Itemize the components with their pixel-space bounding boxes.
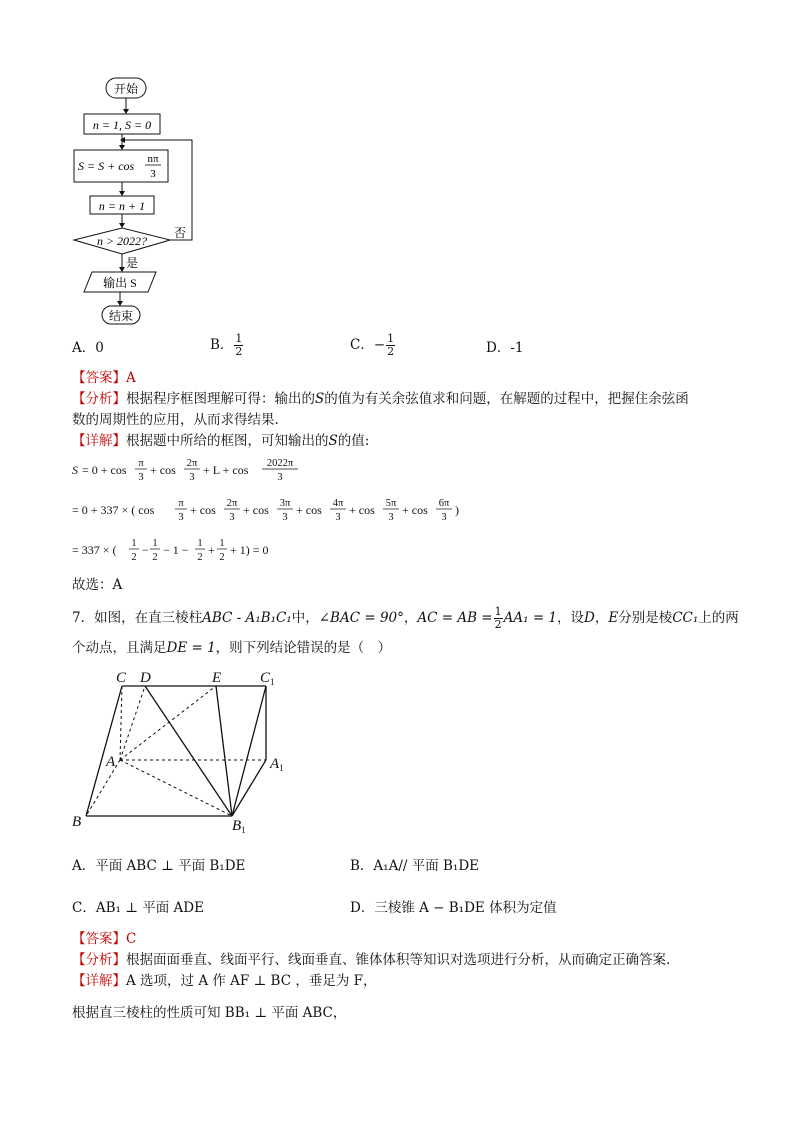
svg-text:6π: 6π bbox=[438, 498, 450, 509]
svg-text:5π: 5π bbox=[385, 498, 397, 509]
svg-text:= 0 + 337 × ( cos: = 0 + 337 × ( cos bbox=[72, 503, 155, 517]
prism-figure bbox=[70, 664, 300, 834]
svg-text:+ cos: + cos bbox=[349, 503, 375, 517]
option-text: -1 bbox=[510, 340, 524, 356]
flow-output-text: 输出 S bbox=[103, 276, 137, 290]
label-a: A bbox=[106, 754, 116, 770]
label-d: D bbox=[140, 670, 151, 686]
svg-text:2π: 2π bbox=[186, 458, 198, 469]
svg-text:3: 3 bbox=[282, 512, 288, 523]
flow-init-text: n = 1, S = 0 bbox=[92, 118, 152, 132]
label-c1: $C_1$ bbox=[260, 670, 275, 687]
q6-option-c[interactable] bbox=[350, 333, 396, 358]
svg-text:2: 2 bbox=[219, 552, 225, 563]
q6-option-b[interactable] bbox=[210, 333, 244, 358]
flow-start-text: 开始 bbox=[113, 82, 139, 96]
q6-detail-line1: 【详解】根据题中所给的框图，可知输出的S的值: bbox=[72, 433, 370, 449]
q7-stem-line1: 7．如图，在直三棱柱ABC - A₁B₁C₁中，∠BAC = 90°，AC = AB = $\frac{1}{2}$ AA₁ = 1，设D，E分别是棱CC₁上的两 bbox=[72, 605, 739, 631]
option-letter: B． bbox=[210, 337, 234, 353]
svg-text:+ cos: + cos bbox=[190, 503, 216, 517]
svg-text:3: 3 bbox=[277, 472, 283, 483]
label-e: E bbox=[212, 670, 222, 686]
q6-equations bbox=[72, 452, 512, 564]
svg-text:1: 1 bbox=[197, 538, 203, 549]
option-letter: A． bbox=[72, 340, 96, 356]
q7-detail-line2: 根据直三棱柱的性质可知 BB₁ ⊥ 平面 ABC， bbox=[72, 1005, 347, 1021]
option-text: 0 bbox=[95, 340, 104, 356]
option-letter: D． bbox=[486, 340, 511, 356]
svg-text:3: 3 bbox=[138, 472, 144, 483]
svg-text:2022π: 2022π bbox=[266, 458, 294, 469]
svg-text:3π: 3π bbox=[279, 498, 291, 509]
flow-yes-label: 是 bbox=[126, 256, 139, 270]
svg-text:π: π bbox=[178, 498, 184, 509]
q7-answer: 【答案】C bbox=[72, 931, 137, 947]
svg-text:1: 1 bbox=[219, 538, 225, 549]
label-a1: $A_1$ bbox=[270, 756, 284, 773]
svg-text:2π: 2π bbox=[226, 498, 238, 509]
svg-text:1: 1 bbox=[152, 538, 158, 549]
svg-text:+ cos: + cos bbox=[296, 503, 322, 517]
svg-text:3: 3 bbox=[189, 472, 195, 483]
option-letter: C． bbox=[350, 337, 374, 353]
svg-text:3: 3 bbox=[388, 512, 394, 523]
fraction: $\frac{1}{2}$ bbox=[387, 332, 395, 358]
flow-cond-text: n > 2022? bbox=[96, 234, 148, 248]
q7-option-a[interactable]: A．平面 ABC ⊥ 平面 B₁DE bbox=[72, 858, 246, 874]
svg-text:+ L + cos: + L + cos bbox=[203, 463, 249, 477]
svg-text:−: − bbox=[142, 543, 149, 557]
flowchart bbox=[60, 72, 230, 332]
label-b: B bbox=[72, 814, 82, 830]
label-c: C bbox=[116, 670, 127, 686]
q6-choose: 故选：A bbox=[72, 577, 123, 593]
svg-text:+ 1) = 0: + 1) = 0 bbox=[230, 543, 269, 557]
q6-option-a[interactable] bbox=[72, 338, 104, 358]
flow-step1-left: S = S + cos bbox=[78, 159, 135, 173]
svg-text:− 1 −: − 1 − bbox=[163, 543, 189, 557]
svg-text:= 0 + cos: = 0 + cos bbox=[82, 463, 127, 477]
flow-step1-den: 3 bbox=[150, 168, 156, 180]
svg-text:+ cos: + cos bbox=[402, 503, 428, 517]
svg-text:= 337 × (: = 337 × ( bbox=[72, 543, 117, 557]
q7-stem-line2: 个动点，且满足DE = 1，则下列结论错误的是（ ） bbox=[72, 640, 392, 656]
svg-text:+ cos: + cos bbox=[243, 503, 269, 517]
sign: − bbox=[373, 337, 386, 353]
svg-text:π: π bbox=[138, 458, 144, 469]
q6-option-d[interactable] bbox=[486, 338, 523, 358]
label-b1: $B_1$ bbox=[232, 818, 246, 834]
q7-option-c[interactable]: C．AB₁ ⊥ 平面 ADE bbox=[72, 900, 204, 916]
flow-no-label: 否 bbox=[174, 226, 187, 240]
q7-analysis: 【分析】根据面面垂直、线面平行、线面垂直、锥体体积等知识对选项进行分析，从而确定正确答案. bbox=[72, 952, 671, 968]
q7-option-b[interactable]: B．A₁A// 平面 B₁DE bbox=[350, 858, 480, 874]
svg-text:S: S bbox=[72, 463, 78, 477]
svg-text:3: 3 bbox=[441, 512, 447, 523]
svg-text:+ cos: + cos bbox=[150, 463, 176, 477]
svg-text:3: 3 bbox=[178, 512, 184, 523]
q7-detail-line1: 【详解】A 选项，过 A 作 AF ⊥ BC ，垂足为 F， bbox=[72, 973, 377, 989]
svg-text:3: 3 bbox=[229, 512, 235, 523]
svg-text:3: 3 bbox=[335, 512, 341, 523]
svg-text:2: 2 bbox=[131, 552, 137, 563]
svg-text:2: 2 bbox=[152, 552, 158, 563]
q7-option-d[interactable]: D．三棱锥 A − B₁DE 体积为定值 bbox=[350, 900, 557, 916]
q6-analysis-line2: 数的周期性的应用，从而求得结果. bbox=[72, 412, 279, 428]
flow-step2-text: n = n + 1 bbox=[98, 199, 146, 213]
svg-text:): ) bbox=[455, 503, 459, 517]
q6-answer: 【答案】A bbox=[72, 370, 136, 386]
svg-text:2: 2 bbox=[197, 552, 203, 563]
svg-text:1: 1 bbox=[131, 538, 137, 549]
flow-end-text: 结束 bbox=[108, 309, 134, 323]
fraction: $\frac{1}{2}$ bbox=[235, 332, 243, 358]
q6-analysis-line1: 【分析】根据程序框图理解可得：输出的S的值为有关余弦值求和问题，在解题的过程中，把握住余弦函 bbox=[72, 391, 689, 407]
flow-step1-num: nπ bbox=[147, 153, 159, 165]
svg-text:4π: 4π bbox=[332, 498, 344, 509]
svg-text:+: + bbox=[208, 543, 215, 557]
